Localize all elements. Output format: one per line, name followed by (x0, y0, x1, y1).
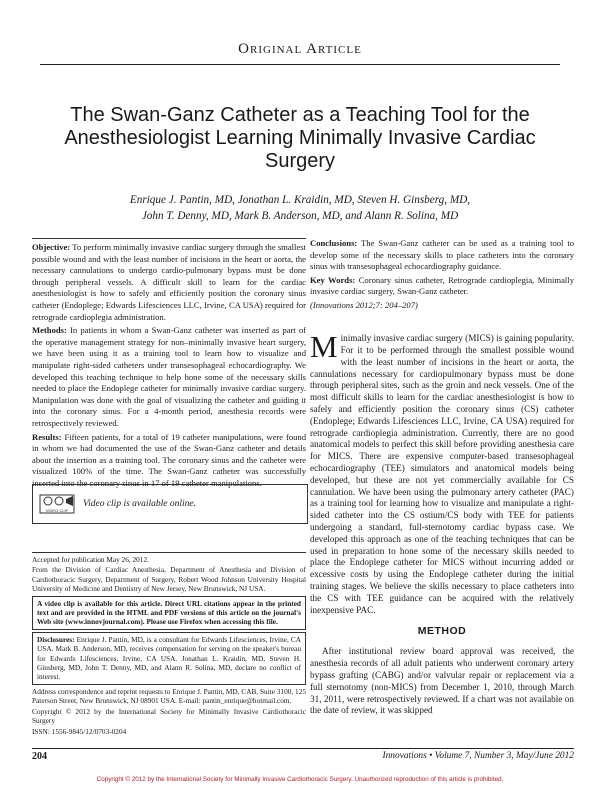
drop-cap: M (310, 329, 338, 365)
method-paragraph: After institutional review board approval was received, the anesthesia records of all adult patients who underwent coronary artery bypass grafting (CABG) and/or valvular repair or replacement via a full sternotomy (non-MICS) from December 1, 2010, through March 31, 2011, were retrospectively reviewed. If a chart was not available on the date of review, it was skipped (310, 646, 574, 716)
objective-label: Objective: (32, 242, 71, 252)
video-clip-text: Video clip is available online. (83, 499, 197, 509)
disclosures-label: Disclosures: (37, 634, 75, 644)
disclosures-box (32, 632, 306, 685)
intro-paragraph (310, 329, 574, 616)
correspondence-note: Address correspondence and reprint requests to Enrique J. Pantin, MD, CAB, Suite 3100, 125 Paterson Street, New Brunswick, NJ 08901 USA. E-mail: pantin_enrique@hotmail.com. (32, 686, 306, 706)
video-clip-icon (39, 492, 75, 516)
notes-divider (32, 552, 306, 553)
keywords-label: Key Words: (310, 274, 356, 285)
abstract-left (32, 238, 306, 491)
accepted-note: Accepted for publication May 26, 2012. (32, 555, 149, 564)
article-title: The Swan-Ganz Catheter as a Teaching Tool for the Anesthesiologist Learning Minimally Invasive Cardiac Surgery (64, 104, 536, 172)
methods-text: In patients in whom a Swan-Ganz catheter was inserted as part of the operative management strategy for non–minimally invasive heart surgery, we have been using it as a training tool to learn how to visualize and manipulate right-sided catheters under transesophageal echocardiography. We developed this teaching technique to help hone some of the necessary skills needed to place the Endoplege catheter for minimally invasive cardiac surgery. Manipulation was done with the goal of visualizing the catheter and guiding it into the coronary sinus. For a 4-month period, anesthesia records were retrospectively reviewed. (32, 325, 306, 428)
methods-label: Methods: (32, 325, 67, 336)
conclusions-text: The Swan-Ganz catheter can be used as a training tool to develop some of the necessary skills to place catheters into the coronary sinus with transesophageal echocardiography guidance. (310, 238, 575, 272)
abstract-objective (32, 242, 306, 323)
abstract-citation: (Innovations 2012;7: 204–207) (310, 299, 418, 310)
disclosures-text: Enrique J. Pantin, MD, is a consultant for Edwards Lifesciences, Irvine, CA USA. Mark B. Anderson, MD, receives compensation for serving on the speaker's bureau for Edwards Lifesciences, Irvine, CA USA. Jonathan L. Kraidin, MD, Steven H. Ginsberg, MD, John T. Denny, MD, and Alann R. Solina, MD, declare no conflict of interest. (37, 634, 301, 682)
affiliation-note: From the Division of Cardiac Anesthesia, Department of Anesthesia and Division of Cardiothoracic Surgery, Department of Surgery, Robert Wood Johnson University Hospital University of Medicine and Dentistry of New Jersey, New Brunswick, NJ USA. (32, 565, 306, 594)
conclusions-label: Conclusions: (310, 238, 358, 248)
body-text (310, 324, 574, 726)
author-line-1: Enrique J. Pantin, MD, Jonathan L. Kraidin, MD, Steven H. Ginsberg, MD, (129, 194, 471, 206)
journal-info: Innovations • Volume 7, Number 3, May/June 2012 (382, 751, 574, 761)
results-label: Results: (32, 431, 62, 442)
issn-note: ISSN: 1556-9845/12/0703-0204 (32, 726, 127, 736)
author-list (60, 192, 540, 224)
results-text: Fifteen patients, for a total of 19 catheter manipulations, were found in whom we had documented the use of the Swan-Ganz catheter and details about the insertion as a training tool. The coronary sinus and the catheter were visualized 100% of the time. The Swan-Ganz catheter was successfully inserted into the coronary sinus in 17 of 19 catheter manipulations. (32, 431, 307, 488)
method-heading: METHOD (417, 624, 467, 637)
keywords-text: Coronary sinus catheter, Retrograde cardioplegia, Minimally invasive cardiac surgery, Swan-Ganz catheter. (310, 274, 574, 297)
video-icon-label: VIDEO CLIP (45, 508, 69, 513)
author-line-2: John T. Denny, MD, Mark B. Anderson, MD, and Alann R. Solina, MD (141, 210, 459, 222)
abstract-results (32, 432, 306, 490)
footer-divider (32, 748, 574, 749)
abstract-right (310, 238, 574, 314)
abstract-conclusions (310, 238, 574, 273)
video-clip-box[interactable] (32, 484, 308, 524)
video-note-box: A video clip is available for this article. Direct URL citations appear in the printed text and are provided in the HTML and PDF versions of this article on the journal's Web site (www.innovjournal.com). Please use Firefox when accessing this file. (32, 596, 306, 630)
objective-text: To perform minimally invasive cardiac surgery through the smallest possible wound and with the least number of incisions in the heart or aorta, the necessary cannulations to undergo cardio-pulmonary bypass must be done through peripheral vessels. A difficult skill to learn for the cardiac anesthesiologist is how to safely and efficiently position the coronary sinus catheter (Endoplege; Edwards Lifesciences LLC, Irvine, CA USA) required for retrograde cardioplegia administration. (32, 242, 306, 322)
section-label: Original Article (238, 41, 362, 57)
intro-text: inimally invasive cardiac surgery (MICS) is gaining popularity. For it to be performed through the smallest possible wound with the least number of incisions in the heart or aorta, the cannulations necessary for cardiopulmonary bypass must be done through peripheral sites, such as the groin and neck vessels. One of the most difficult skills to learn for the cardiac anesthesiologist is how to safely and efficiently position the coronary sinus (CS) catheter (Endoplege; Edwards Lifesciences LLC, Irvine, CA USA) required for retrograde cardioplegia administration. Currently, there are no good anatomical models to perfect this skill before providing anesthesia care for MICS. There are expensive computer-based transesophageal echocardiography (TEE) simulators and anatomical models being developed, but these are not yet commercially available for CS cannulation. We have been using the pulmonary artery catheter (PAC) as a training tool for learning how to visualize and manipulate a right-sided catheter into the CS ostium/CS body with TEE for patients undergoing a standard, full-sternotomy cardiac bypass case. We developed this approach as one of the teaching techniques that can be used in preparation to hone some of the necessary skills needed to place the Endoplege catheter for MICS without incurring added or excessive costs by using the Endoplege catheter during the initial training stages. We believe the skills necessary to place catheters into the CS with TEE guidance can be acquired with the relatively inexpensive PAC. (310, 333, 574, 615)
copyright-note: Copyright © 2012 by the International Society for Minimally Invasive Cardiothoracic Surgery (32, 706, 306, 726)
abstract-box (32, 238, 306, 489)
copyright-bar: Copyright © 2012 by the International Society for Minimally Invasive Cardiothoracic Surgery. Unauthorized reproduction of this article is prohibited. (96, 776, 504, 783)
abstract-keywords (310, 275, 574, 298)
abstract-methods (32, 325, 306, 429)
article-notes (32, 550, 306, 737)
page-number: 204 (32, 751, 47, 762)
section-divider (40, 64, 560, 65)
